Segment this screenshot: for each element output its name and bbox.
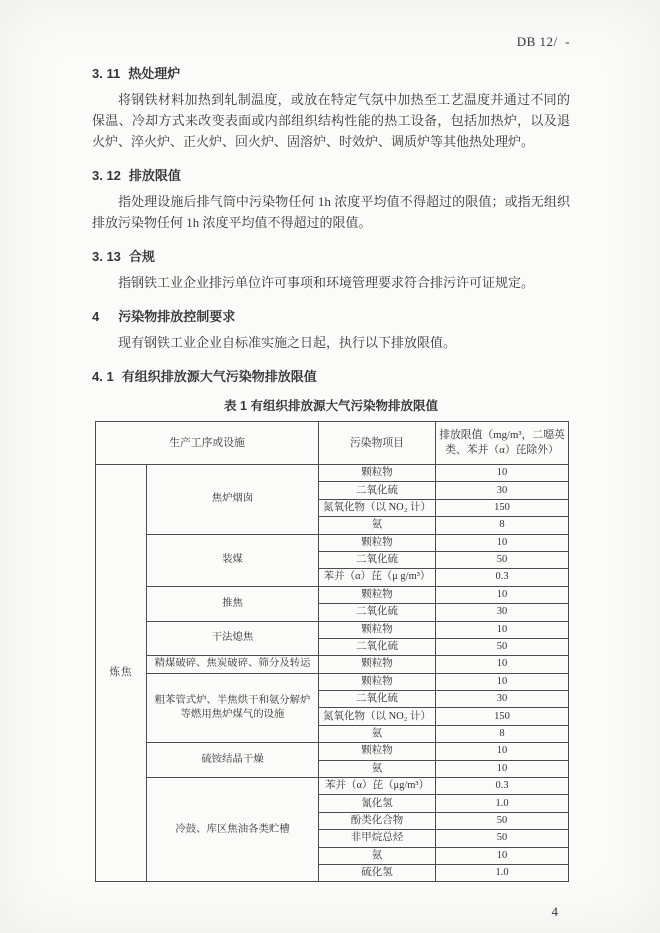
equipment-cell: 推焦 bbox=[147, 586, 319, 621]
process-group-cell: 炼焦 bbox=[96, 465, 147, 882]
section-number: 3. 12 bbox=[92, 168, 121, 183]
section-title: 有组织排放源大气污染物排放限值 bbox=[121, 369, 317, 384]
limit-value-cell: 10 bbox=[436, 534, 569, 551]
section-number: 4. 1 bbox=[92, 369, 114, 384]
pollutant-cell: 二氧化硫 bbox=[319, 604, 436, 621]
section-number: 3. 13 bbox=[92, 249, 121, 264]
section-heading-3-13 bbox=[92, 246, 570, 265]
equipment-cell: 冷鼓、库区焦油各类贮槽 bbox=[147, 778, 319, 882]
pollutant-cell: 颗粒物 bbox=[319, 465, 436, 482]
section-heading-4 bbox=[92, 306, 570, 325]
pollutant-cell: 酚类化合物 bbox=[319, 812, 436, 829]
table-row bbox=[96, 534, 569, 551]
equipment-cell: 装煤 bbox=[147, 534, 319, 586]
limit-value-cell: 30 bbox=[436, 482, 569, 499]
table-row bbox=[96, 743, 569, 760]
section-title: 合规 bbox=[128, 249, 155, 264]
limit-value-cell: 0.3 bbox=[436, 569, 569, 586]
limit-value-cell: 10 bbox=[436, 621, 569, 638]
limit-value-cell: 8 bbox=[436, 725, 569, 742]
table-row bbox=[96, 586, 569, 603]
limit-value-cell: 10 bbox=[436, 760, 569, 777]
section-paragraph: 指处理设施后排气筒中污染物任何 1h 浓度平均值不得超过的限值；或指无组织排放污染物任何 1h 浓度平均值不得超过的限值。 bbox=[92, 194, 570, 230]
document-code: DB 12/ - bbox=[516, 34, 570, 49]
pollutant-cell: 二氧化硫 bbox=[319, 551, 436, 568]
section-heading-3-11 bbox=[92, 63, 570, 82]
pollutant-cell: 氰化氢 bbox=[319, 795, 436, 812]
limit-value-cell: 10 bbox=[436, 673, 569, 690]
equipment-cell: 硫铵结晶干燥 bbox=[147, 743, 319, 778]
table-row bbox=[96, 621, 569, 638]
table-header-row bbox=[96, 422, 569, 465]
pollutant-cell: 氮氧化物（以 NO₂ 计） bbox=[319, 499, 436, 516]
pollutant-cell: 颗粒物 bbox=[319, 673, 436, 690]
limit-value-cell: 50 bbox=[436, 638, 569, 655]
pollutant-cell: 颗粒物 bbox=[319, 621, 436, 638]
section-title: 污染物排放控制要求 bbox=[118, 309, 236, 324]
pollutant-cell: 颗粒物 bbox=[319, 534, 436, 551]
pollutant-cell: 颗粒物 bbox=[319, 656, 436, 673]
limit-value-cell: 30 bbox=[436, 691, 569, 708]
limit-value-cell: 1.0 bbox=[436, 864, 569, 881]
limit-value-cell: 30 bbox=[436, 604, 569, 621]
limit-value-cell: 150 bbox=[436, 499, 569, 516]
section-heading-3-12 bbox=[92, 165, 570, 184]
pollutant-cell: 苯并（α）芘（μg/m³） bbox=[319, 778, 436, 795]
pollutant-cell: 二氧化硫 bbox=[319, 638, 436, 655]
limit-value-cell: 10 bbox=[436, 847, 569, 864]
limit-value-cell: 50 bbox=[436, 551, 569, 568]
pollutant-cell: 氨 bbox=[319, 760, 436, 777]
limit-value-cell: 10 bbox=[436, 656, 569, 673]
pollutant-cell: 颗粒物 bbox=[319, 743, 436, 760]
pollutant-cell: 氨 bbox=[319, 847, 436, 864]
equipment-cell: 粗苯管式炉、半焦烘干和氨分解炉等燃用焦炉煤气的设施 bbox=[147, 673, 319, 743]
header-process: 生产工序或设施 bbox=[96, 422, 319, 465]
equipment-cell: 精煤破碎、焦炭破碎、筛分及转运 bbox=[147, 656, 319, 673]
pollutant-cell: 氨 bbox=[319, 725, 436, 742]
page-number: 4 bbox=[551, 904, 558, 920]
equipment-cell: 干法熄焦 bbox=[147, 621, 319, 656]
limit-value-cell: 50 bbox=[436, 812, 569, 829]
header-limit: 排放限值（mg/m³，二噁英类、苯并（α）芘除外） bbox=[436, 422, 569, 465]
table-row bbox=[96, 673, 569, 690]
section-number: 4 bbox=[92, 309, 100, 324]
header-pollutant: 污染物项目 bbox=[319, 422, 436, 465]
table-row bbox=[96, 778, 569, 795]
pollutant-cell: 颗粒物 bbox=[319, 586, 436, 603]
table-body bbox=[96, 465, 569, 882]
limit-value-cell: 8 bbox=[436, 517, 569, 534]
limit-value-cell: 150 bbox=[436, 708, 569, 725]
pollutant-cell: 硫化氢 bbox=[319, 864, 436, 881]
pollutant-cell: 二氧化硫 bbox=[319, 482, 436, 499]
limit-value-cell: 1.0 bbox=[436, 795, 569, 812]
section-paragraph: 指钢铁工业企业排污单位许可事项和环境管理要求符合排污许可证规定。 bbox=[118, 275, 535, 290]
table-caption: 表 1 有组织排放源大气污染物排放限值 bbox=[224, 399, 438, 413]
equipment-cell: 焦炉烟囱 bbox=[147, 465, 319, 535]
limit-value-cell: 10 bbox=[436, 743, 569, 760]
section-paragraph: 现有钢铁工业企业自标准实施之日起，执行以下排放限值。 bbox=[118, 335, 457, 350]
section-number: 3. 11 bbox=[92, 66, 121, 81]
pollutant-cell: 氮氧化物（以 NO₂ 计） bbox=[319, 708, 436, 725]
section-paragraph: 将钢铁材料加热到轧制温度，或放在特定气氛中加热至工艺温度并通过不同的保温、冷却方式来改变表面或内部组织结构性能的热工设备，包括加热炉，以及退火炉、淬火炉、正火炉、回火炉、固溶炉、时效炉、调质炉等其他热处理炉。 bbox=[92, 92, 570, 149]
pollutant-cell: 氨 bbox=[319, 517, 436, 534]
emission-limits-table bbox=[95, 421, 569, 882]
limit-value-cell: 0.3 bbox=[436, 778, 569, 795]
pollutant-cell: 苯并（α）芘（μ g/m³） bbox=[319, 569, 436, 586]
section-title: 排放限值 bbox=[128, 168, 181, 183]
pollutant-cell: 二氧化硫 bbox=[319, 691, 436, 708]
pollutant-cell: 非甲烷总烃 bbox=[319, 830, 436, 847]
limit-value-cell: 50 bbox=[436, 830, 569, 847]
limit-value-cell: 10 bbox=[436, 465, 569, 482]
table-row bbox=[96, 465, 569, 482]
table-row bbox=[96, 656, 569, 673]
section-heading-4-1 bbox=[92, 366, 570, 385]
section-title: 热处理炉 bbox=[128, 66, 181, 81]
limit-value-cell: 10 bbox=[436, 586, 569, 603]
